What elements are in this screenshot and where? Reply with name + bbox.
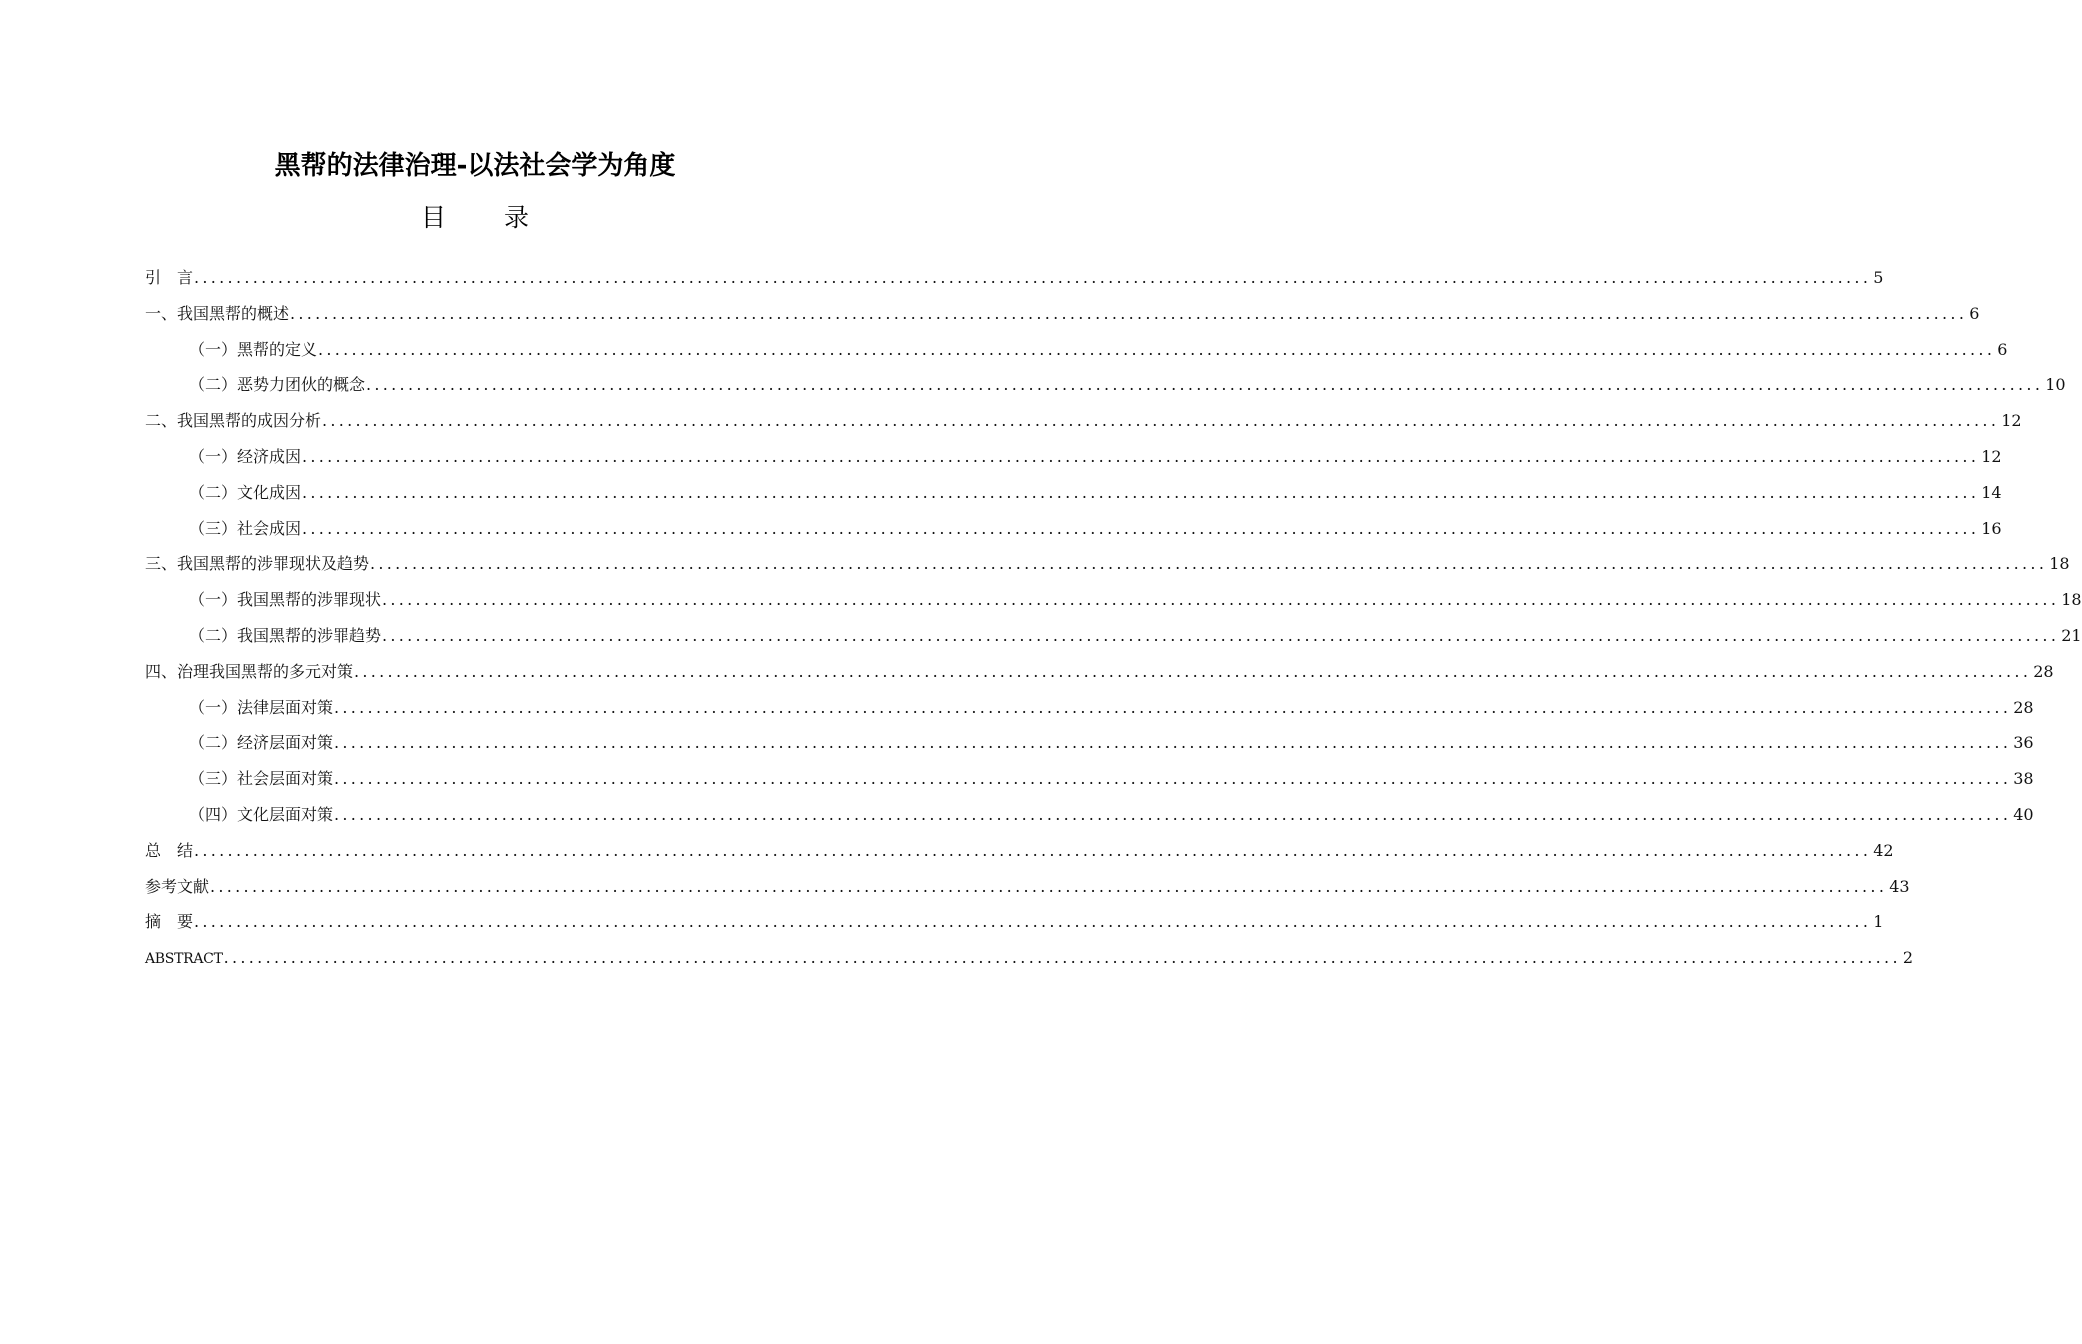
toc-entry[interactable] (145, 439, 2002, 475)
toc-entry-page-number: 10 (2045, 375, 2066, 395)
toc-entry[interactable] (145, 403, 2022, 439)
toc-entry-page-number: 6 (1997, 339, 2008, 359)
toc-entry[interactable] (145, 690, 2034, 726)
toc-entry-label: 二、我国黑帮的成因分析 (145, 411, 322, 431)
toc-dot-leader: ........................................................................................................................................................................................................ (334, 697, 2012, 717)
toc-entry-page-number: 38 (2013, 769, 2034, 789)
toc-entry-label: 四、治理我国黑帮的多元对策 (145, 661, 354, 681)
toc-dot-leader: ........................................................................................................................................................................................................ (334, 769, 2012, 789)
toc-entry[interactable] (145, 582, 2082, 618)
toc-entry-page-number: 12 (2001, 411, 2022, 431)
toc-dot-leader: ........................................................................................................................................................................................................ (354, 661, 2032, 681)
toc-dot-leader: ........................................................................................................................................................................................................ (223, 948, 1901, 968)
toc-heading (145, 198, 805, 238)
toc-entry-page-number: 1 (1873, 912, 1884, 932)
toc-entry-label: （一）黑帮的定义 (189, 339, 318, 359)
toc-entry[interactable] (145, 725, 2034, 761)
toc-dot-leader: ........................................................................................................................................................................................................ (318, 339, 1996, 359)
toc-entry-label: （三）社会层面对策 (189, 769, 334, 789)
toc-entry-page-number: 5 (1873, 268, 1884, 287)
toc-dot-leader: ........................................................................................................................................................................................................ (210, 876, 1888, 896)
toc-entry[interactable] (145, 618, 2082, 654)
toc-dot-leader: ........................................................................................................................................................................................................ (194, 912, 1872, 932)
toc-entry[interactable] (145, 511, 2002, 547)
toc-entry[interactable] (145, 332, 2008, 368)
toc-entry-label: （四）文化层面对策 (189, 804, 334, 824)
toc-dot-leader: ........................................................................................................................................................................................................ (382, 625, 2060, 645)
toc-dot-leader: ........................................................................................................................................................................................................ (302, 446, 1980, 466)
toc-dot-leader: ........................................................................................................................................................................................................ (334, 733, 2012, 753)
toc-heading-char-1: 目 (420, 203, 446, 232)
toc-dot-leader: ........................................................................................................................................................................................................ (194, 268, 1872, 287)
toc-heading-char-2: 录 (504, 203, 530, 232)
toc-entry-page-number: 14 (1981, 482, 2002, 502)
toc-dot-leader: ........................................................................................................................................................................................................ (302, 482, 1980, 502)
toc-entry-page-number: 16 (1981, 518, 2002, 538)
toc-dot-leader: ........................................................................................................................................................................................................ (366, 375, 2044, 395)
toc-entry-page-number: 2 (1902, 948, 1914, 968)
toc-entry-label: 摘 要 (145, 912, 194, 932)
toc-entry-page-number: 42 (1873, 840, 1894, 860)
toc-entry[interactable] (145, 475, 2002, 511)
toc-dot-leader: ........................................................................................................................................................................................................ (290, 303, 1968, 323)
toc-entry-label: （三）社会成因 (189, 518, 302, 538)
toc-entry-page-number: 40 (2013, 804, 2034, 824)
toc-entry-label: ABSTRACT (145, 951, 223, 968)
toc-entry[interactable] (145, 654, 2054, 690)
toc-entry[interactable] (145, 904, 1884, 940)
toc-entry-page-number: 18 (2049, 554, 2070, 574)
toc-entry[interactable] (145, 940, 1914, 976)
toc-entry-page-number: 28 (2033, 661, 2054, 681)
toc-entry-page-number: 21 (2061, 625, 2082, 645)
toc-entry[interactable] (145, 367, 2066, 403)
toc-entry-label: 一、我国黑帮的概述 (145, 303, 290, 323)
toc-entry-label: （二）恶势力团伙的概念 (189, 375, 366, 395)
toc-entry-label: 引 言 (145, 268, 194, 287)
toc-entry-label: （一）经济成因 (189, 446, 302, 466)
toc-entry-page-number: 18 (2061, 590, 2082, 610)
toc-dot-leader: ........................................................................................................................................................................................................ (302, 518, 1980, 538)
toc-entry-label: （二）我国黑帮的涉罪趋势 (189, 625, 382, 645)
toc-entry-page-number: 12 (1981, 446, 2002, 466)
toc-dot-leader: ........................................................................................................................................................................................................ (194, 840, 1872, 860)
document-title: 黑帮的法律治理-以法社会学为角度 (274, 151, 676, 181)
toc-dot-leader: ........................................................................................................................................................................................................ (322, 411, 2000, 431)
toc-entry-label: 三、我国黑帮的涉罪现状及趋势 (145, 554, 370, 574)
table-of-contents (145, 260, 2082, 976)
toc-entry-label: 总 结 (145, 840, 194, 860)
toc-dot-leader: ........................................................................................................................................................................................................ (334, 804, 2012, 824)
toc-entry-page-number: 6 (1969, 303, 1980, 323)
toc-dot-leader: ........................................................................................................................................................................................................ (370, 554, 2048, 574)
toc-entry-label: （一）法律层面对策 (189, 697, 334, 717)
toc-entry-label: （二）经济层面对策 (189, 733, 334, 753)
toc-entry[interactable] (145, 260, 1884, 296)
toc-entry-page-number: 43 (1889, 876, 1910, 896)
toc-entry[interactable] (145, 761, 2034, 797)
toc-entry[interactable] (145, 546, 2070, 582)
toc-dot-leader: ........................................................................................................................................................................................................ (382, 590, 2060, 610)
toc-entry[interactable] (145, 833, 1894, 869)
toc-entry-page-number: 28 (2013, 697, 2034, 717)
toc-entry-label: 参考文献 (145, 876, 210, 896)
toc-entry[interactable] (145, 797, 2034, 833)
toc-entry[interactable] (145, 869, 1910, 905)
toc-entry-label: （二）文化成因 (189, 482, 302, 502)
toc-entry-page-number: 36 (2013, 733, 2034, 753)
toc-entry-label: （一）我国黑帮的涉罪现状 (189, 590, 382, 610)
toc-entry[interactable] (145, 296, 1980, 332)
